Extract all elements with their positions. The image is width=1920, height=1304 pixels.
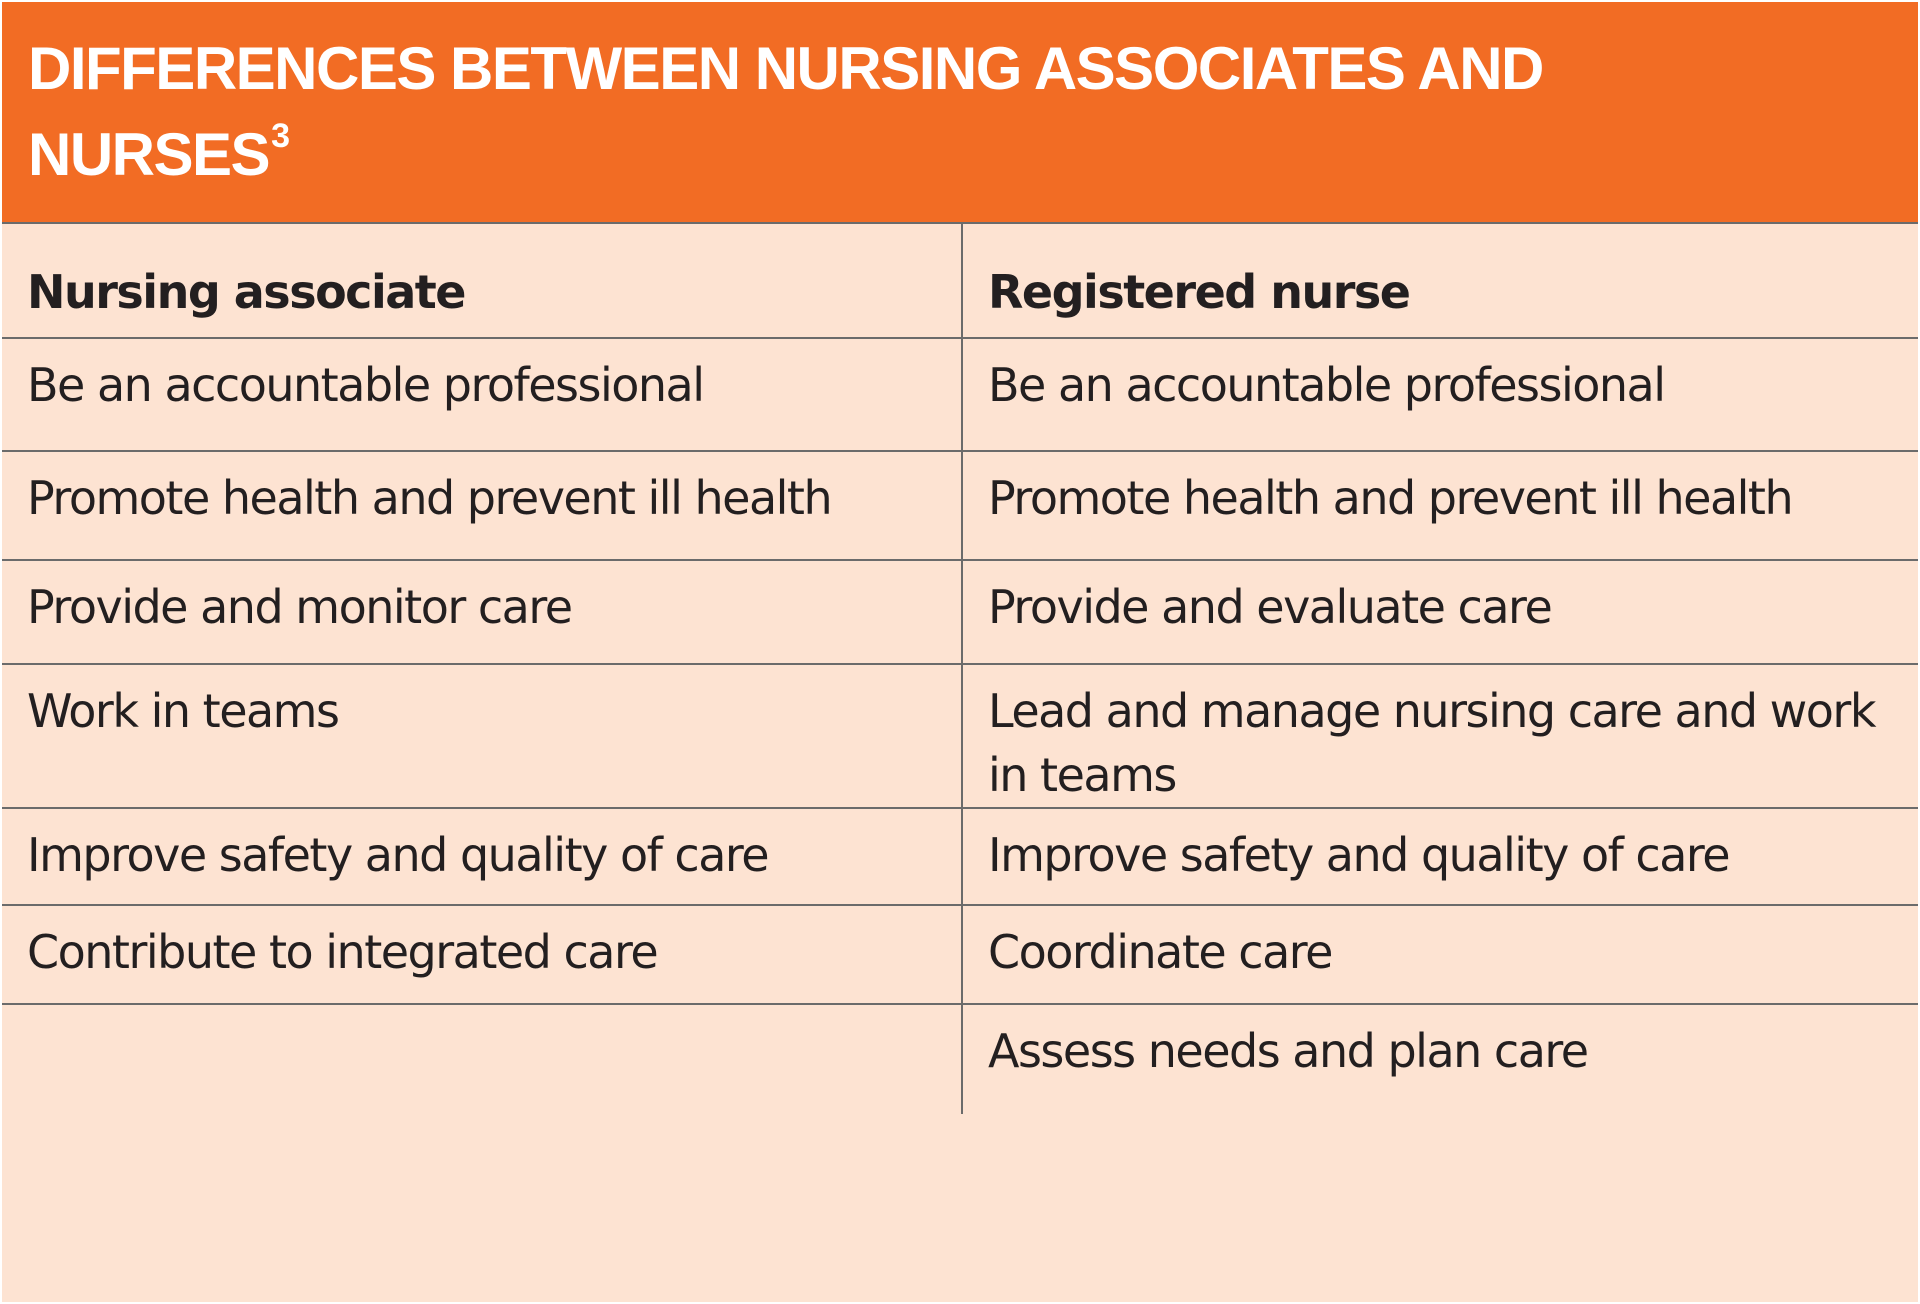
panel-title-text: DIFFERENCES BETWEEN NURSING ASSOCIATES AND NURSES xyxy=(28,35,1543,188)
registered-nurse-cell: Assess needs and plan care xyxy=(962,1004,1918,1114)
reference-superscript: 3 xyxy=(271,117,289,155)
nursing-associate-cell xyxy=(2,1004,962,1114)
table-row xyxy=(2,1004,1918,1114)
comparison-table xyxy=(2,224,1918,1114)
table-row xyxy=(2,905,1918,1004)
column-header-nursing-associate: Nursing associate xyxy=(2,224,962,338)
registered-nurse-cell: Promote health and prevent ill health xyxy=(962,451,1918,560)
registered-nurse-cell: Be an accountable professional xyxy=(962,338,1918,451)
table-row xyxy=(2,560,1918,664)
nursing-associate-cell: Promote health and prevent ill health xyxy=(2,451,962,560)
table-header-row xyxy=(2,224,1918,338)
title-banner xyxy=(2,2,1918,224)
registered-nurse-cell: Improve safety and quality of care xyxy=(962,808,1918,905)
table-row xyxy=(2,338,1918,451)
table-row xyxy=(2,664,1918,808)
table-row xyxy=(2,808,1918,905)
registered-nurse-cell: Coordinate care xyxy=(962,905,1918,1004)
registered-nurse-cell: Provide and evaluate care xyxy=(962,560,1918,664)
nursing-associate-cell: Contribute to integrated care xyxy=(2,905,962,1004)
table-row xyxy=(2,451,1918,560)
nursing-associate-cell: Be an accountable professional xyxy=(2,338,962,451)
nursing-associate-cell: Improve safety and quality of care xyxy=(2,808,962,905)
panel-title xyxy=(28,26,1728,198)
column-header-registered-nurse: Registered nurse xyxy=(962,224,1918,338)
registered-nurse-cell: Lead and manage nursing care and work in teams xyxy=(962,664,1918,808)
nursing-associate-cell: Provide and monitor care xyxy=(2,560,962,664)
nursing-associate-cell: Work in teams xyxy=(2,664,962,808)
comparison-panel xyxy=(2,2,1918,1302)
